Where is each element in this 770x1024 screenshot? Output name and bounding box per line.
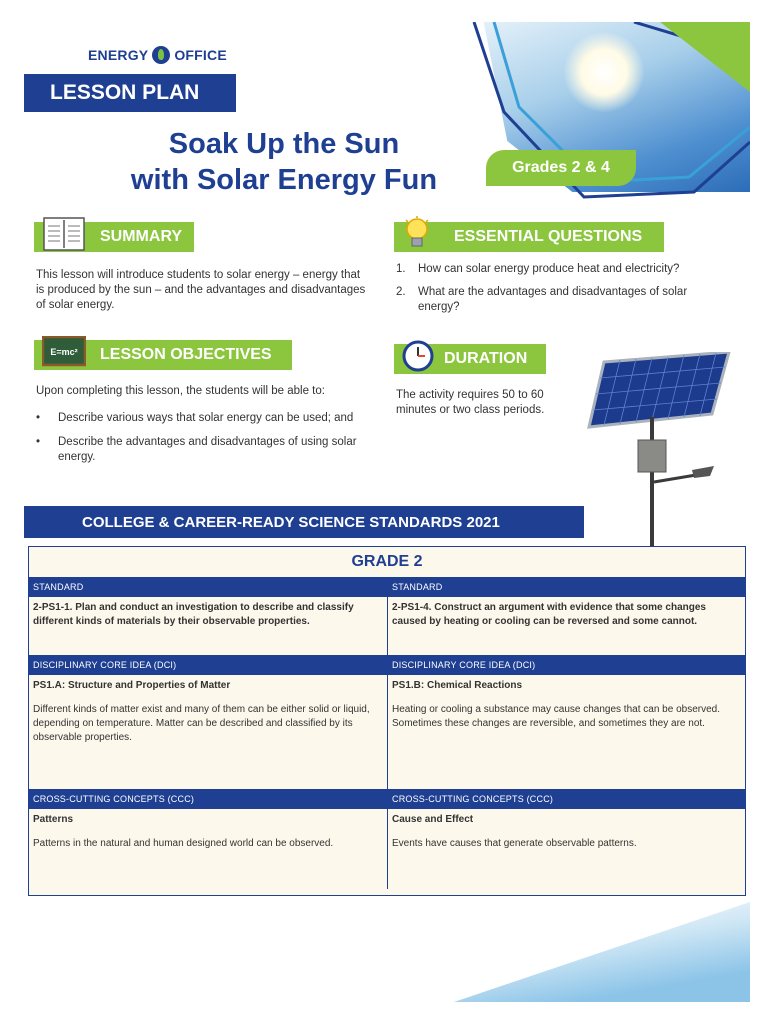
column-label: STANDARD xyxy=(387,577,745,597)
bullet-icon: • xyxy=(36,412,41,424)
column-label: CROSS-CUTTING CONCEPTS (CCC) xyxy=(387,789,745,809)
chalkboard-text: E=mc² xyxy=(50,347,78,357)
table-label-row xyxy=(29,577,745,597)
bullet-icon: • xyxy=(36,436,41,448)
book-icon xyxy=(42,214,86,254)
solar-panel-image xyxy=(584,352,734,552)
lesson-objectives-body xyxy=(36,384,366,474)
cell-heading: 2-PS1-4. Construct an argument with evidence that some changes caused by heating or cooling can be reversed and some cannot. xyxy=(392,602,706,627)
grade-title: GRADE 2 xyxy=(29,547,745,577)
energy-office-logo xyxy=(88,46,227,64)
essential-questions-list xyxy=(396,262,726,323)
duration-heading: DURATION xyxy=(444,350,528,367)
essential-question-item xyxy=(396,285,726,315)
summary-header xyxy=(34,222,194,252)
bottom-wave-decoration xyxy=(454,902,750,1002)
question-text: How can solar energy produce heat and electricity? xyxy=(418,263,680,275)
summary-heading: SUMMARY xyxy=(100,228,183,245)
lesson-objectives-heading: LESSON OBJECTIVES xyxy=(100,346,272,363)
question-number: 2. xyxy=(396,286,406,298)
table-cell xyxy=(29,597,387,655)
table-label-row xyxy=(29,789,745,809)
duration-text: The activity requires 50 to 60 minutes or two class periods. xyxy=(396,389,545,416)
column-label: DISCIPLINARY CORE IDEA (DCI) xyxy=(387,655,745,675)
essential-questions-header xyxy=(394,222,664,252)
objective-item xyxy=(36,411,366,426)
cell-heading: PS1.A: Structure and Properties of Matter xyxy=(33,680,231,691)
table-cell xyxy=(387,675,745,789)
objective-text: Describe the advantages and disadvantages of using solar energy. xyxy=(58,436,357,463)
cell-text: Heating or cooling a substance may cause changes that can be observed. Sometimes these changes are reversible, and sometimes they are not. xyxy=(392,704,720,729)
question-text: What are the advantages and disadvantages of solar energy? xyxy=(418,286,688,313)
column-label: CROSS-CUTTING CONCEPTS (CCC) xyxy=(29,789,387,809)
table-cell xyxy=(29,809,387,889)
clock-icon xyxy=(402,336,434,376)
table-row xyxy=(29,597,745,655)
grade-2-standards-table xyxy=(28,546,746,896)
table-cell xyxy=(387,809,745,889)
cell-heading: 2-PS1-1. Plan and conduct an investigation to describe and classify different kinds of materials by their observable properties. xyxy=(33,602,354,627)
grades-badge: Grades 2 & 4 xyxy=(486,150,636,186)
standards-banner: COLLEGE & CAREER-READY SCIENCE STANDARDS 2021 xyxy=(24,506,584,538)
lesson-plan-page xyxy=(24,22,750,1002)
logo-mark-icon xyxy=(152,46,170,64)
objective-text: Describe various ways that solar energy can be used; and xyxy=(58,412,354,424)
cell-heading: Patterns xyxy=(33,814,74,825)
column-label: DISCIPLINARY CORE IDEA (DCI) xyxy=(29,655,387,675)
table-cell xyxy=(29,675,387,789)
table-row xyxy=(29,809,745,889)
essential-questions-heading: ESSENTIAL QUESTIONS xyxy=(454,228,643,245)
column-label: STANDARD xyxy=(29,577,387,597)
cell-text: Patterns in the natural and human designed world can be observed. xyxy=(33,838,334,849)
title-line-2: with Solar Energy Fun xyxy=(130,164,438,196)
lightbulb-icon xyxy=(402,214,432,254)
question-number: 1. xyxy=(396,263,406,275)
logo-word-left: ENERGY xyxy=(88,47,149,63)
essential-question-item xyxy=(396,262,726,277)
objective-item xyxy=(36,435,366,465)
duration-header xyxy=(394,344,546,374)
chalkboard-icon xyxy=(42,332,86,372)
cell-heading: Cause and Effect xyxy=(392,814,474,825)
page-title xyxy=(94,126,474,198)
cell-text: Events have causes that generate observable patterns. xyxy=(392,838,637,849)
lesson-objectives-header xyxy=(34,340,292,370)
title-line-1: Soak Up the Sun xyxy=(168,128,400,160)
logo-word-right: OFFICE xyxy=(174,47,227,63)
cell-text: Different kinds of matter exist and many of them can be either solid or liquid, depending on temperature. Matter can be described and classified by its observable properties. xyxy=(33,704,370,743)
table-row xyxy=(29,675,745,789)
table-label-row xyxy=(29,655,745,675)
lesson-plan-label: LESSON PLAN xyxy=(24,74,236,112)
objectives-intro: Upon completing this lesson, the students will be able to: xyxy=(36,385,325,397)
cell-heading: PS1.B: Chemical Reactions xyxy=(392,680,523,691)
summary-text: This lesson will introduce students to solar energy – energy that is produced by the sun – and the advantages and disadvantages of solar energy. xyxy=(36,269,366,311)
table-cell xyxy=(387,597,745,655)
